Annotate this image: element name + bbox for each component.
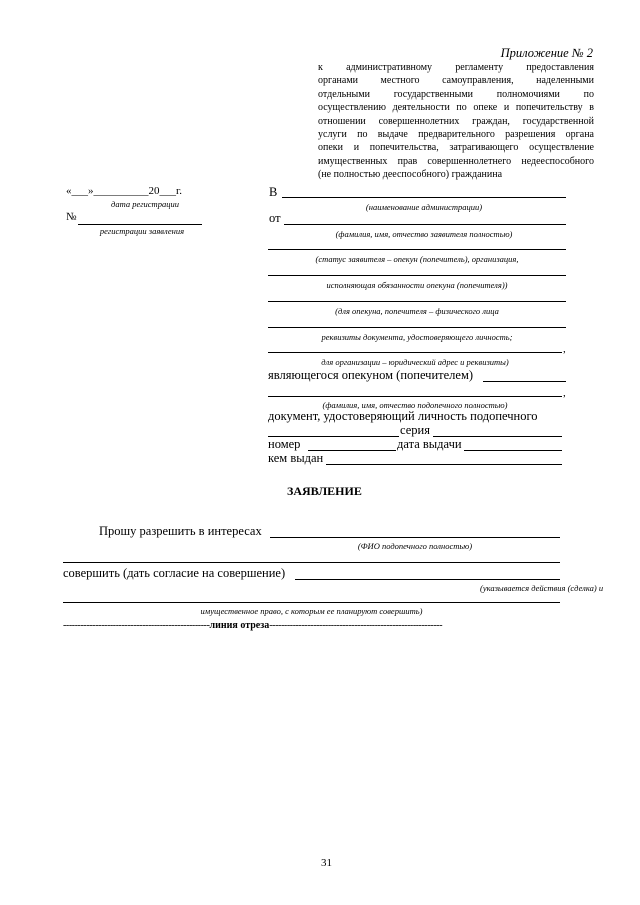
appendix-title: Приложение № 2 [500, 46, 593, 60]
applicant-status-field[interactable] [268, 249, 566, 250]
organization-details-field[interactable] [268, 352, 562, 353]
statement-continuation-field[interactable] [63, 562, 560, 563]
statement-heading: ЗАЯВЛЕНИЕ [287, 484, 362, 498]
appendix-description [318, 61, 594, 182]
appendix-line: (не полностью дееспособного) гражданина [318, 169, 503, 181]
comma-mark: , [563, 343, 566, 355]
issued-by-field[interactable] [326, 464, 562, 465]
property-right-field[interactable] [63, 602, 560, 603]
registration-date-caption: дата регистрации [111, 199, 179, 209]
applicant-duties-caption: исполняющая обязанности опекуна (попечителя)) [326, 280, 508, 290]
to-label: В [269, 185, 278, 199]
series-label: серия [400, 423, 430, 437]
ward-document-label: документ, удостоверяющий личность подопечного [268, 409, 538, 423]
registration-date-field[interactable]: «___»__________20___г. [66, 185, 183, 197]
guardian-person-field[interactable] [268, 301, 566, 302]
issue-date-label: дата выдачи [397, 437, 462, 451]
appendix-line: осуществлению деятельности по опеке и попечительству в [318, 102, 594, 114]
guardian-person-caption: (для опекуна, попечителя – физического лица [335, 306, 499, 316]
issue-date-field[interactable] [464, 450, 562, 451]
appendix-line: имущественных прав совершеннолетнего недееспособного [318, 155, 594, 167]
appendix-line: услуги по выдаче предварительного разрешения органа [318, 129, 594, 141]
transaction-caption: (указывается действия (сделка) и [480, 583, 604, 593]
comma-mark: , [563, 387, 566, 399]
organization-details-caption: для организации – юридический адрес и реквизиты) [321, 357, 509, 367]
registration-number-label: № [66, 211, 77, 223]
guardian-field[interactable] [483, 381, 566, 382]
registration-number-caption: регистрации заявления [99, 226, 185, 236]
request-label: Прошу разрешить в интересах [99, 524, 262, 538]
number-label: номер [268, 437, 301, 451]
applicant-name-field[interactable] [284, 224, 566, 225]
ward-name-caption: (фамилия, имя, отчество подопечного полностью) [322, 400, 508, 410]
administration-field[interactable] [282, 197, 566, 198]
applicant-status-caption: (статус заявителя – опекун (попечитель), организация, [315, 254, 519, 264]
applicant-name-caption: (фамилия, имя, отчество заявителя полностью) [335, 229, 513, 239]
cut-line-dashes: ----------------------------------------------------------- [269, 620, 443, 631]
identity-document-field[interactable] [268, 327, 566, 328]
registration-number-field[interactable] [78, 224, 202, 225]
appendix-line: опеки и попечительства, затрагивающего осуществление [318, 142, 594, 154]
from-label: от [269, 211, 281, 225]
appendix-line: к административному регламенту предоставления [318, 62, 594, 73]
issued-by-label: кем выдан [268, 451, 324, 465]
cut-line-dashes: -------------------------------------------------- [63, 620, 210, 631]
appendix-line: отдельными государственными полномочиями по [318, 88, 594, 100]
transaction-field[interactable] [295, 579, 560, 580]
cut-line [63, 620, 563, 631]
ward-full-name-caption: (ФИО подопечного полностью) [357, 541, 473, 551]
administration-caption: (наименование администрации) [365, 202, 483, 212]
appendix-line: отношении совершеннолетних граждан, государственной [318, 115, 594, 127]
ward-full-name-field[interactable] [270, 537, 560, 538]
commit-label: совершить (дать согласие на совершение) [63, 566, 286, 580]
appendix-line: органами местного самоуправления, наделенными [318, 75, 594, 87]
cut-line-label: линия отреза [209, 620, 270, 631]
property-right-caption: имущественное право, с которым ее планируют совершить) [200, 606, 423, 616]
guardian-label: являющегося опекуном (попечителем) [268, 368, 474, 382]
ward-name-field[interactable] [268, 396, 562, 397]
page-number: 31 [321, 857, 332, 869]
applicant-duties-field[interactable] [268, 275, 566, 276]
identity-document-caption: реквизиты документа, удостоверяющего личность; [321, 332, 513, 342]
